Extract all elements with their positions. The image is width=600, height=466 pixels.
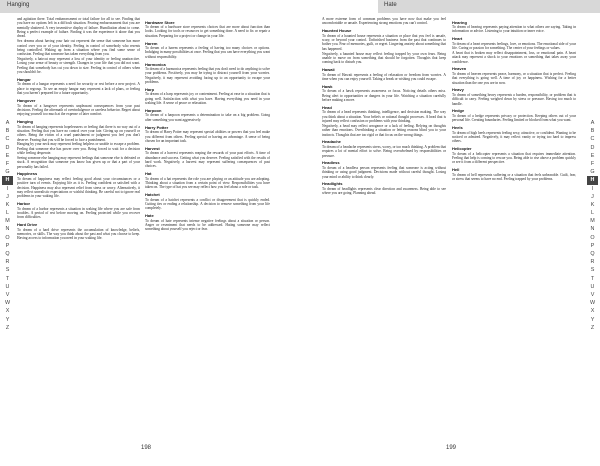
index-letter-s: S: [5, 267, 10, 274]
entry-heading: Hawaii: [322, 67, 335, 73]
entry-paragraph: To dream of Hawaii represents a feeling of relaxation or freedom from worries. A time when you can enjoy yourself. Taking a break or wishing you could escape.: [322, 72, 446, 81]
entry-heading: Heart: [452, 36, 463, 42]
index-letter-q: Q: [5, 251, 10, 257]
index-letter-h: H: [587, 176, 598, 184]
index-letter-p: P: [590, 242, 595, 249]
entry-heading: Harmonica: [145, 61, 166, 67]
entry-heading: Heaven: [452, 66, 467, 72]
index-letter-t: T: [5, 275, 10, 282]
index-letter-b: B: [5, 128, 10, 135]
entry-heading: Hawk: [322, 83, 333, 89]
right-page-number: 199: [446, 445, 457, 451]
entry-paragraph: To dream of a hawk represents awareness or focus. Noticing details others miss. Being alert to opportunities or dangers in your life. Watching a situation carefully before making a move.: [322, 89, 446, 102]
index-letter-j: J: [591, 193, 594, 200]
entry-paragraph: To dream of headlights represents clear direction and awareness. Being able to see where you are going. Planning ahead.: [322, 186, 446, 196]
index-letter-g: G: [590, 169, 595, 176]
index-letter-b: B: [590, 128, 595, 135]
entry-paragraph: A heart that is broken may reflect disappointment, loss, or emotional pain. A heart attack may represent a shock to your emotions or something that takes away your confidence.: [452, 50, 576, 64]
right-running-head: Hate: [384, 2, 397, 8]
entry-heading: Hearing: [452, 19, 467, 25]
entry-paragraph: To dream of heaven represents peace, harmony, or a situation that is perfect. Feeling that everything is going well. A time of joy or happiness. Wishing for a better situation than the one you are in now.: [452, 71, 576, 85]
index-letter-t: T: [590, 275, 595, 282]
index-letter-n: N: [5, 226, 10, 233]
entry-paragraph: To dream of hell represents suffering or a situation that feels unbearable. Guilt, fear, or stress that seems to have no end. Feeling trapped by your problems.: [452, 172, 576, 182]
left-page-number: 198: [141, 445, 152, 451]
right-alphabet-index: [587, 119, 598, 332]
entry-heading: Harpoon: [145, 107, 162, 113]
entry-heading: Headless: [322, 160, 340, 166]
entry-paragraph: Seeing someone else hanging may represent feelings that someone else is defeated or stuck. A recognition that someone you know has given up or that a part of your personality has failed.: [17, 155, 140, 169]
index-letter-d: D: [590, 144, 595, 151]
entry-heading: Headache: [322, 139, 341, 145]
index-letter-e: E: [5, 152, 10, 159]
index-letter-j: J: [6, 193, 9, 200]
index-letter-l: L: [591, 210, 594, 217]
entry-paragraph: To dream of a headache represents stress, worry, or too much thinking. A problem that requires a lot of mental effort to solve. Being overwhelmed by responsibilities or pressure.: [322, 144, 446, 158]
index-letter-x: X: [590, 308, 595, 315]
left-alphabet-index: [2, 119, 13, 332]
entry-paragraph: To dream of a hard drive represents the accumulation of knowledge, beliefs, memories, or skills. The way you think about the past and what you choose to keep. Having access to information you need in your waking life.: [17, 227, 140, 241]
entry-paragraph: To dream of a hardware store represents choices that are more about function than looks. Looking for tools or resources to get something done. A need to fix or repair a situation. Preparing for a project or change in your life.: [145, 25, 270, 38]
entry-paragraph: To dream of a haunted house represents a situation or place that you feel is unsafe, scary, or beyond your control. Unfinished business from the past that continues to bother you. Fear of memories, guilt, or regret. Lingering anxiety about something that has happened.: [322, 33, 446, 51]
entry-paragraph: A more extreme form of common problems you have now that make you feel uncomfortable or unsafe. Experiencing strong emotions you can't control.: [322, 17, 446, 26]
entry-paragraph: To dream of a hangar represents a need for security or rest before a new project. A place to regroup. To see an empty hangar may represent a lack of plans, or feeling that you haven't prepared for a future opportunity.: [17, 82, 140, 96]
entry-paragraph: To dream of hanging represents hopelessness or feeling that there is no way out of a situation. Feeling that you have no control over your fate. Giving up on yourself or others. Being the victim of a cruel punishment or judgment you feel you don't deserve. Fearing that you will be forced to face a punishment.: [17, 124, 140, 142]
right-column-2: [452, 17, 576, 441]
entry-paragraph: and agitation there. Total embarrassment or total failure for all to see. Finding that you have no options left in a difficult situation. Fearing embarrassment that you are mentally shattered. A very insensitive display of failure. Humiliation about to come. Being a perfect example of failure. Finding it was the experience it alone that you dread.: [17, 17, 140, 39]
index-letter-c: C: [590, 136, 595, 143]
entry-paragraph: Negatively, a haunted house may reflect feeling trapped by your own fears. Being unable to move on from something that should be forgotten. Thoughts that keep coming back to disturb you.: [322, 51, 446, 65]
left-column-2: [145, 17, 270, 441]
index-letter-v: V: [5, 291, 10, 298]
index-letter-l: L: [6, 210, 9, 217]
entry-heading: Hard Drive: [17, 222, 38, 228]
index-letter-f: F: [590, 160, 595, 167]
index-letter-u: U: [590, 283, 595, 290]
index-letter-c: C: [5, 136, 10, 143]
index-letter-z: Z: [590, 324, 595, 331]
entry-paragraph: To dream of a hangover represents unpleasant consequences from your past decisions. Feeling the aftermath of overindulgence or careless behavior. Regret about enjoying yourself too much at the expense of later comfort.: [17, 103, 140, 117]
entry-paragraph: To dream of a hedge represents privacy or protection. Keeping others out of your personal life. Creating boundaries. Feeling limited or blocked from what you want.: [452, 113, 576, 123]
index-letter-q: Q: [590, 251, 595, 257]
entry-heading: Headlights: [322, 181, 343, 187]
index-letter-a: A: [5, 120, 10, 126]
entry-paragraph: To dream of a harmonica represents feeling that you don't need to do anything to solve your problems. Positively, you may be trying to distract yourself from your worries. Negatively, it may represent avoiding facing up to an opportunity to escape your problems.: [145, 67, 270, 85]
index-letter-x: X: [5, 308, 10, 315]
entry-paragraph: To dream of a heart represents feelings, love, or emotions. The emotional side of your life. Caring or passion for something. The center of your feelings or values.: [452, 41, 576, 51]
entry-paragraph: Negatively, a head may reflect arrogance or a lack of feeling. Relying on thoughts rather than emotions. Overthinking a situation or letting reasons blind you to your instincts. Thoughts that are too rigid or that focus on the wrong things.: [322, 123, 446, 137]
entry-heading: Heavy: [452, 87, 464, 93]
entry-paragraph: To dream of a head represents thinking, intelligence, and decision making. The way you think about a situation. Your beliefs or rational thought processes. A head that is injured may reflect confusion or problems with your thinking.: [322, 110, 446, 123]
left-column-1: [17, 17, 140, 441]
right-page: [300, 0, 600, 466]
index-letter-k: K: [590, 201, 595, 208]
index-letter-u: U: [5, 283, 10, 290]
entry-paragraph: To dream of a harem represents a feeling of having too many choices or options. Indulging in many possibilities at once. Feeling that you can have everything you want without responsibility.: [145, 46, 270, 59]
entry-paragraph: To dream of Harry Potter may represent special abilities or powers that you feel make you different from others. Feeling special or having an advantage. A sense of being chosen for an important task.: [145, 130, 270, 143]
entry-paragraph: To dream of a harp represents joy or contentment. Feeling at ease in a situation that is going well. Satisfaction with what you have. Having everything you need in your waking life. A sense of peace or relaxation.: [145, 92, 270, 106]
entry-paragraph: To dream of happiness may reflect feeling good about your circumstances or a positive turn of events. Enjoying life as it is. Feeling confident or satisfied with a decision. Happiness may also represent relief from stress or worry. Alternatively, it may reflect unrealistic expectations or wishful thinking. Be careful not to ignore real problems in your waking life.: [17, 176, 140, 199]
entry-paragraph: To dream of a helicopter represents a situation that requires immediate attention. Feeling that help is coming to rescue you. Being able to rise above a problem quickly or see it from a different perspective.: [452, 151, 576, 165]
index-letter-f: F: [5, 160, 10, 167]
index-letter-k: K: [5, 201, 10, 208]
entry-paragraph: To dream of a harpoon represents a determination to take on a big problem. Going after something you want aggressively.: [145, 113, 270, 122]
entry-heading: Haunted House: [322, 28, 352, 34]
index-letter-r: R: [5, 259, 10, 266]
index-letter-p: P: [5, 242, 10, 249]
entry-heading: Hangar: [17, 76, 31, 82]
index-letter-s: S: [590, 267, 595, 274]
entry-paragraph: To dream of a headless person represents feeling that someone is acting without thinking or using good judgment. Decisions made without careful thought. Losing your mind or ability to think clearly.: [322, 165, 446, 179]
index-letter-g: G: [5, 169, 10, 176]
entry-heading: Hanging: [17, 119, 33, 125]
entry-paragraph: Hanging by your neck may represent feeling helpless or unable to escape a problem. Feeling that someone else has power over you. Being forced to wait for a decision while feeling desperate.: [17, 142, 140, 156]
entry-heading: Happiness: [17, 171, 38, 177]
index-letter-e: E: [590, 152, 595, 159]
entry-paragraph: To dream of high heels represents feeling sexy, attractive, or confident. Wanting to be noticed or admired. Negatively, it may reflect vanity or trying too hard to impress others.: [452, 130, 576, 144]
index-letter-i: I: [591, 185, 594, 192]
index-letter-z: Z: [5, 324, 10, 331]
entry-heading: Harp: [145, 86, 155, 92]
entry-heading: Hell: [452, 167, 460, 173]
entry-paragraph: To dream of hearing represents paying attention to what others are saying. Taking in information or advice. Listening to your intuition or inner voice.: [452, 25, 576, 34]
index-letter-o: O: [5, 234, 10, 241]
index-letter-r: R: [590, 259, 595, 266]
left-header-band: [0, 0, 220, 13]
entry-paragraph: To dream of hate represents intense negative feelings about a situation or person. Anger or resentment that needs to be addressed. Hating someone may reflect something about yourself you reject or fear.: [145, 218, 270, 232]
index-letter-i: I: [6, 185, 9, 192]
index-letter-h: H: [2, 176, 13, 184]
entry-paragraph: To dream of a harvest represents reaping the rewards of your past efforts. A time of abundance and success. Getting what you deserve. Feeling satisfied with the results of hard work. Negatively, a harvest may represent suffering consequences of past choices.: [145, 151, 270, 169]
entry-heading: Harbor: [17, 201, 31, 207]
entry-heading: Hat: [145, 171, 152, 177]
index-letter-d: D: [5, 144, 10, 151]
entry-heading: Head: [322, 104, 332, 110]
index-letter-y: Y: [5, 316, 10, 323]
entry-paragraph: To dream of a hatchet represents a conflict or disagreement that is quickly ended. Cutting ties or ending a relationship. A decision to remove something from your life completely.: [145, 197, 270, 211]
entry-heading: Helicopter: [452, 146, 472, 152]
index-letter-m: M: [5, 218, 10, 225]
entry-heading: Harvest: [145, 145, 160, 151]
right-column-1: [322, 17, 446, 441]
entry-heading: Hangover: [17, 98, 36, 103]
index-letter-y: Y: [590, 316, 595, 323]
entry-paragraph: Negatively, a haircut may represent a loss of your identity or feeling unattractive. Losing your sense of beauty or strength. Changes in your life that you did not want. Feeling that somebody has cut you down to size. Feeling in control of others when you shouldn't be.: [17, 57, 140, 75]
entry-heading: Hardware Store: [145, 19, 175, 25]
index-letter-a: A: [590, 120, 595, 126]
left-running-head: Hanging: [7, 2, 30, 8]
index-letter-w: W: [589, 300, 596, 307]
index-letter-n: N: [590, 226, 595, 233]
entry-heading: Harem: [145, 40, 158, 46]
entry-paragraph: Sex dreams about having your hair cut represent the sense that someone has more control over you or of your identity. Feeling in control of somebody who resents being controlled. Waking up from a situation where you find some sense of confusion. Feeling that someone has taken everything from you.: [17, 39, 140, 57]
entry-paragraph: To dream of a harbor represents a situation in waking life where you are safe from troubles. A period of rest before moving on. Feeling protected while you recover from difficulties.: [17, 206, 140, 220]
index-letter-v: V: [590, 291, 595, 298]
entry-heading: Harry Potter: [145, 124, 169, 130]
entry-paragraph: To dream of a hat represents the role you are playing or an attitude you are adopting. Thinking about a situation from a certain point of view. Responsibilities you have taken on. The type of hat you see may reflect how you feel about a role or task.: [145, 176, 270, 190]
entry-heading: Hedge: [452, 108, 465, 114]
entry-heading: Heels: [452, 125, 463, 131]
index-letter-m: M: [590, 218, 595, 225]
entry-heading: Hatchet: [145, 192, 160, 198]
entry-heading: Hate: [145, 213, 154, 219]
index-letter-w: W: [4, 300, 11, 307]
entry-paragraph: To dream of something heavy represents a burden, responsibility, or problem that is difficult to carry. Feeling weighed down by stress or pressure. Having too much to handle.: [452, 92, 576, 106]
right-header-band: [378, 0, 600, 13]
index-letter-o: O: [590, 234, 595, 241]
